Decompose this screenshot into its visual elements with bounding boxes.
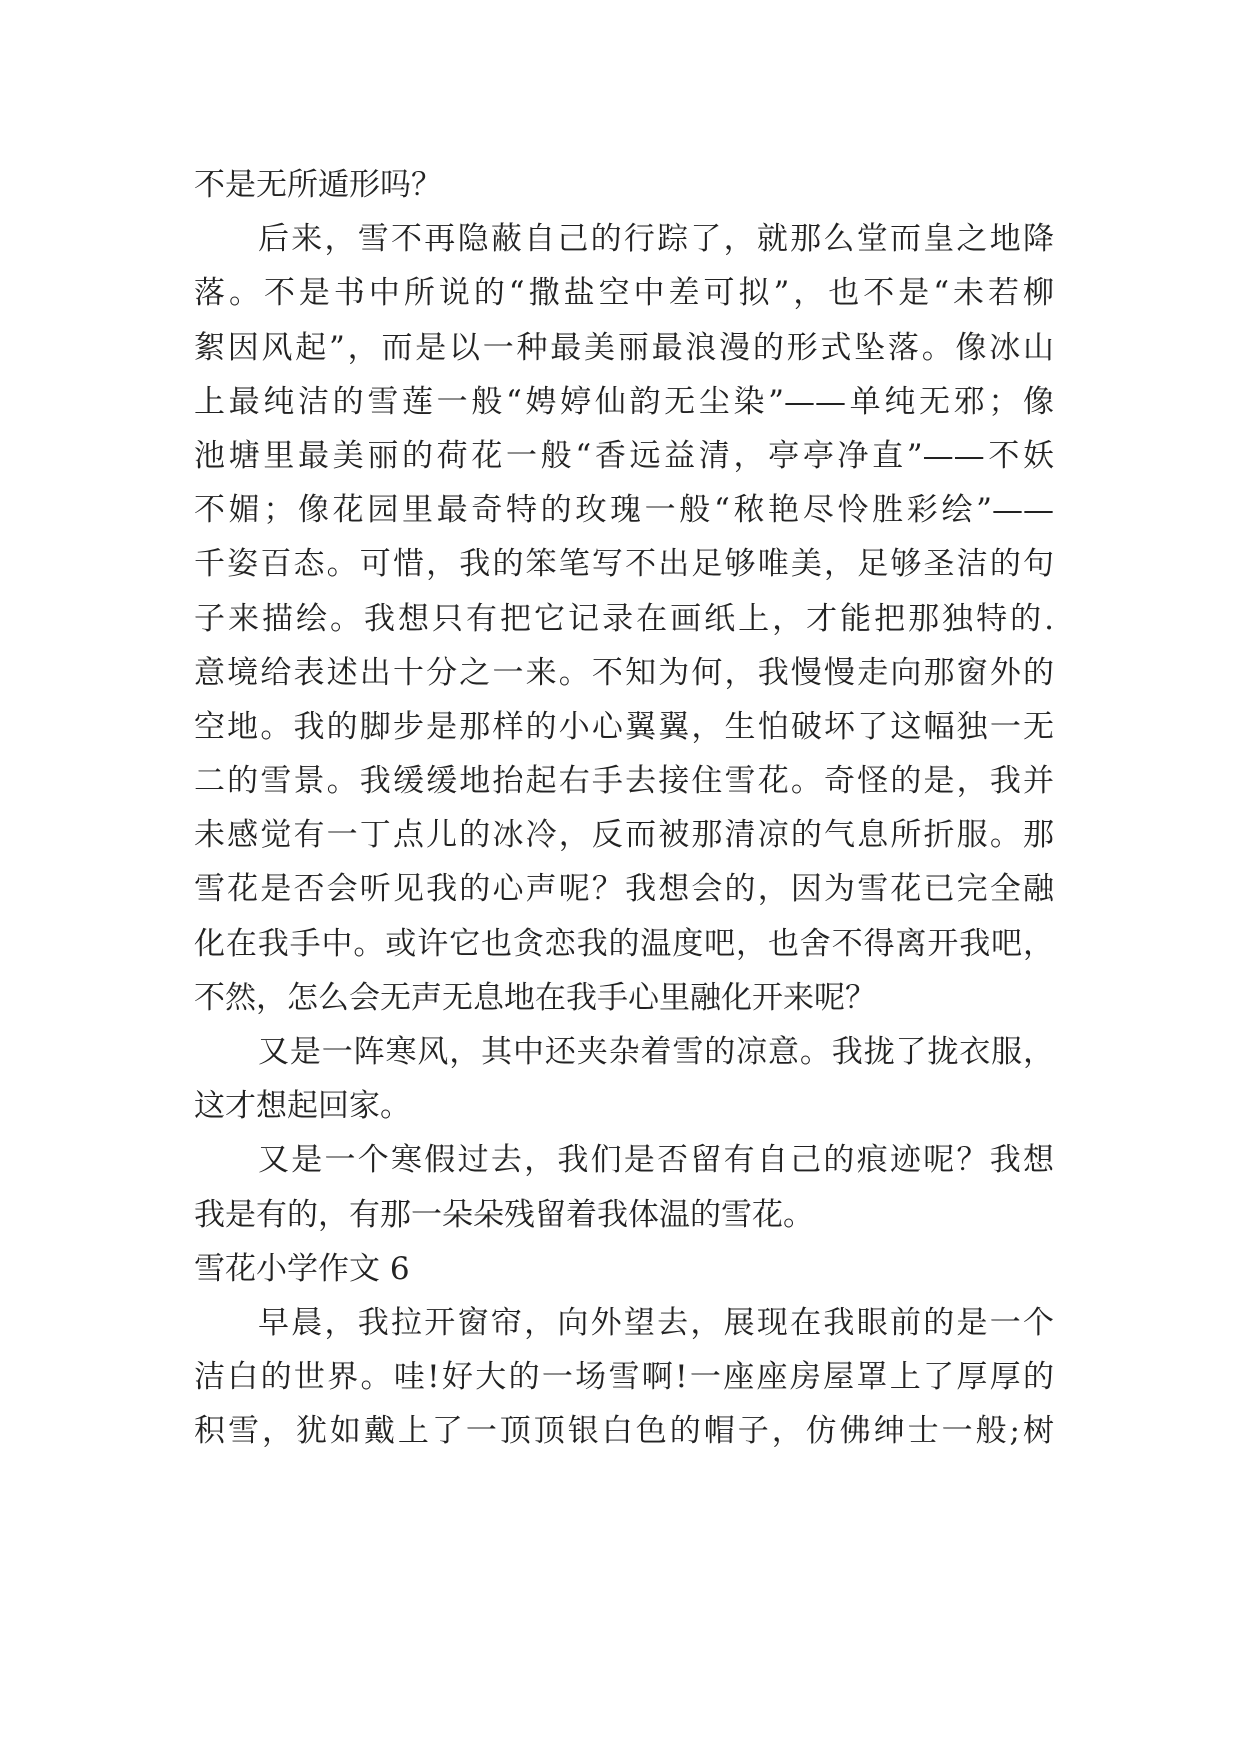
text-line: 不媚；像花园里最奇特的玫瑰一般“秾艳尽怜胜彩绘”—— (194, 492, 1054, 529)
text-line: 未感觉有一丁点儿的冰冷，反而被那清凉的气息所折服。那 (194, 817, 1054, 854)
paragraph-first-line: 又是一个寒假过去，我们是否留有自己的痕迹呢？我想 (258, 1142, 1054, 1179)
document-body (194, 158, 1054, 1459)
text-line: 洁白的世界。哇!好大的一场雪啊!一座座房屋罩上了厚厚的 (194, 1359, 1054, 1396)
text-line: 不是无所遁形吗？ (194, 167, 442, 203)
text-line: 池塘里最美丽的荷花一般“香远益清，亭亭净直”——不妖 (194, 437, 1054, 474)
paragraph-first-line: 又是一阵寒风，其中还夹杂着雪的凉意。我拢了拢衣服， (258, 1034, 1054, 1070)
text-line: 空地。我的脚步是那样的小心翼翼，生怕破坏了这幅独一无 (194, 708, 1054, 745)
text-line: 落。不是书中所说的“撒盐空中差可拟”，也不是“未若柳 (194, 275, 1054, 312)
paragraph-first-line: 后来，雪不再隐蔽自己的行踪了，就那么堂而皇之地降 (258, 221, 1054, 258)
paragraph-first-line: 早晨，我拉开窗帘，向外望去，展现在我眼前的是一个 (258, 1304, 1054, 1341)
text-line: 絮因风起”，而是以一种最美丽最浪漫的形式坠落。像冰山 (194, 329, 1054, 366)
text-line: 上最纯洁的雪莲一般“娉婷仙韵无尘染”——单纯无邪；像 (194, 383, 1054, 420)
text-line: 这才想起回家。 (194, 1088, 411, 1125)
text-line: 子来描绘。我想只有把它记录在画纸上，才能把那独特的. (194, 600, 1054, 637)
text-line: 积雪，犹如戴上了一顶顶银白色的帽子，仿佛绅士一般;树 (194, 1413, 1054, 1450)
text-line: 不然，怎么会无声无息地在我手心里融化开来呢？ (194, 979, 876, 1016)
text-line: 化在我手中。或许它也贪恋我的温度吧，也舍不得离开我吧， (194, 925, 1054, 962)
text-line: 雪花是否会听见我的心声呢？我想会的，因为雪花已完全融 (194, 871, 1054, 908)
text-line: 我是有的，有那一朵朵残留着我体温的雪花。 (194, 1196, 814, 1233)
text-line: 意境给表述出十分之一来。不知为何，我慢慢走向那窗外的 (194, 654, 1054, 691)
section-heading: 雪花小学作文 6 (194, 1250, 410, 1287)
text-line: 千姿百态。可惜，我的笨笔写不出足够唯美，足够圣洁的句 (194, 546, 1054, 583)
text-line: 二的雪景。我缓缓地抬起右手去接住雪花。奇怪的是，我并 (194, 763, 1054, 800)
